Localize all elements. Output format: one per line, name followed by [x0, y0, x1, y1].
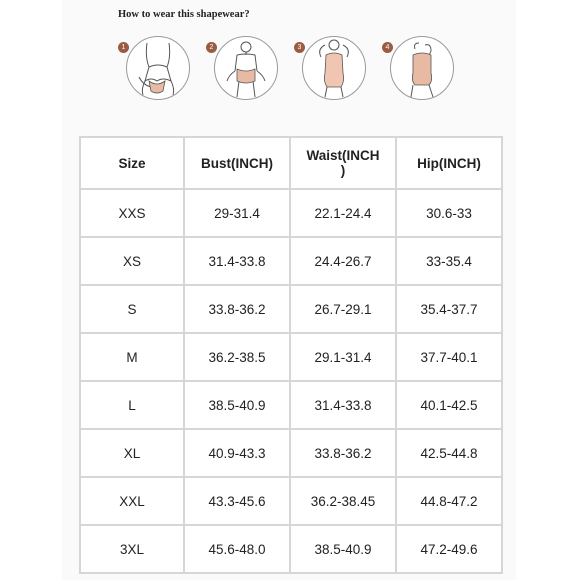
column-header-size: Size	[80, 137, 184, 189]
cell-hip: 42.5-44.8	[396, 429, 502, 477]
table-row	[80, 237, 502, 285]
cell-bust: 33.8-36.2	[184, 285, 290, 333]
cell-bust: 40.9-43.3	[184, 429, 290, 477]
column-header-waist	[290, 137, 396, 189]
step-2	[206, 34, 274, 102]
step-pull-up-icon	[302, 36, 366, 100]
table-row	[80, 477, 502, 525]
table-row	[80, 429, 502, 477]
table-row	[80, 333, 502, 381]
cell-bust: 36.2-38.5	[184, 333, 290, 381]
table-header-row	[80, 137, 502, 189]
cell-size: M	[80, 333, 184, 381]
cell-size: XL	[80, 429, 184, 477]
column-header-hip: Hip(INCH)	[396, 137, 502, 189]
cell-hip: 40.1-42.5	[396, 381, 502, 429]
cell-bust: 45.6-48.0	[184, 525, 290, 573]
step-4	[382, 34, 450, 102]
step-open-garment-icon	[126, 36, 190, 100]
cell-waist: 22.1-24.4	[290, 189, 396, 237]
cell-bust: 38.5-40.9	[184, 381, 290, 429]
step-fasten-icon	[390, 36, 454, 100]
wearing-steps	[118, 34, 448, 104]
instructions-heading: How to wear this shapewear?	[118, 9, 250, 20]
cell-hip: 37.7-40.1	[396, 333, 502, 381]
step-number: 1	[118, 42, 129, 53]
step-1	[118, 34, 186, 102]
cell-waist: 36.2-38.45	[290, 477, 396, 525]
table-row	[80, 525, 502, 573]
cell-waist: 29.1-31.4	[290, 333, 396, 381]
cell-bust: 31.4-33.8	[184, 237, 290, 285]
table-row	[80, 285, 502, 333]
step-number: 2	[206, 42, 217, 53]
cell-waist: 33.8-36.2	[290, 429, 396, 477]
cell-size: 3XL	[80, 525, 184, 573]
column-header-bust: Bust(INCH)	[184, 137, 290, 189]
cell-hip: 33-35.4	[396, 237, 502, 285]
step-3	[294, 34, 362, 102]
table-row	[80, 381, 502, 429]
cell-waist: 38.5-40.9	[290, 525, 396, 573]
cell-hip: 30.6-33	[396, 189, 502, 237]
cell-hip: 35.4-37.7	[396, 285, 502, 333]
cell-bust: 29-31.4	[184, 189, 290, 237]
cell-waist: 24.4-26.7	[290, 237, 396, 285]
table-row	[80, 189, 502, 237]
size-chart-table	[79, 136, 503, 574]
cell-bust: 43.3-45.6	[184, 477, 290, 525]
cell-waist: 26.7-29.1	[290, 285, 396, 333]
cell-hip: 44.8-47.2	[396, 477, 502, 525]
cell-size: XXS	[80, 189, 184, 237]
step-step-in-icon	[214, 36, 278, 100]
step-number: 3	[294, 42, 305, 53]
cell-size: XXL	[80, 477, 184, 525]
cell-size: S	[80, 285, 184, 333]
cell-size: XS	[80, 237, 184, 285]
cell-waist: 31.4-33.8	[290, 381, 396, 429]
step-number: 4	[382, 42, 393, 53]
cell-size: L	[80, 381, 184, 429]
cell-hip: 47.2-49.6	[396, 525, 502, 573]
column-header-waist-label: Waist(INCH )	[306, 148, 380, 178]
